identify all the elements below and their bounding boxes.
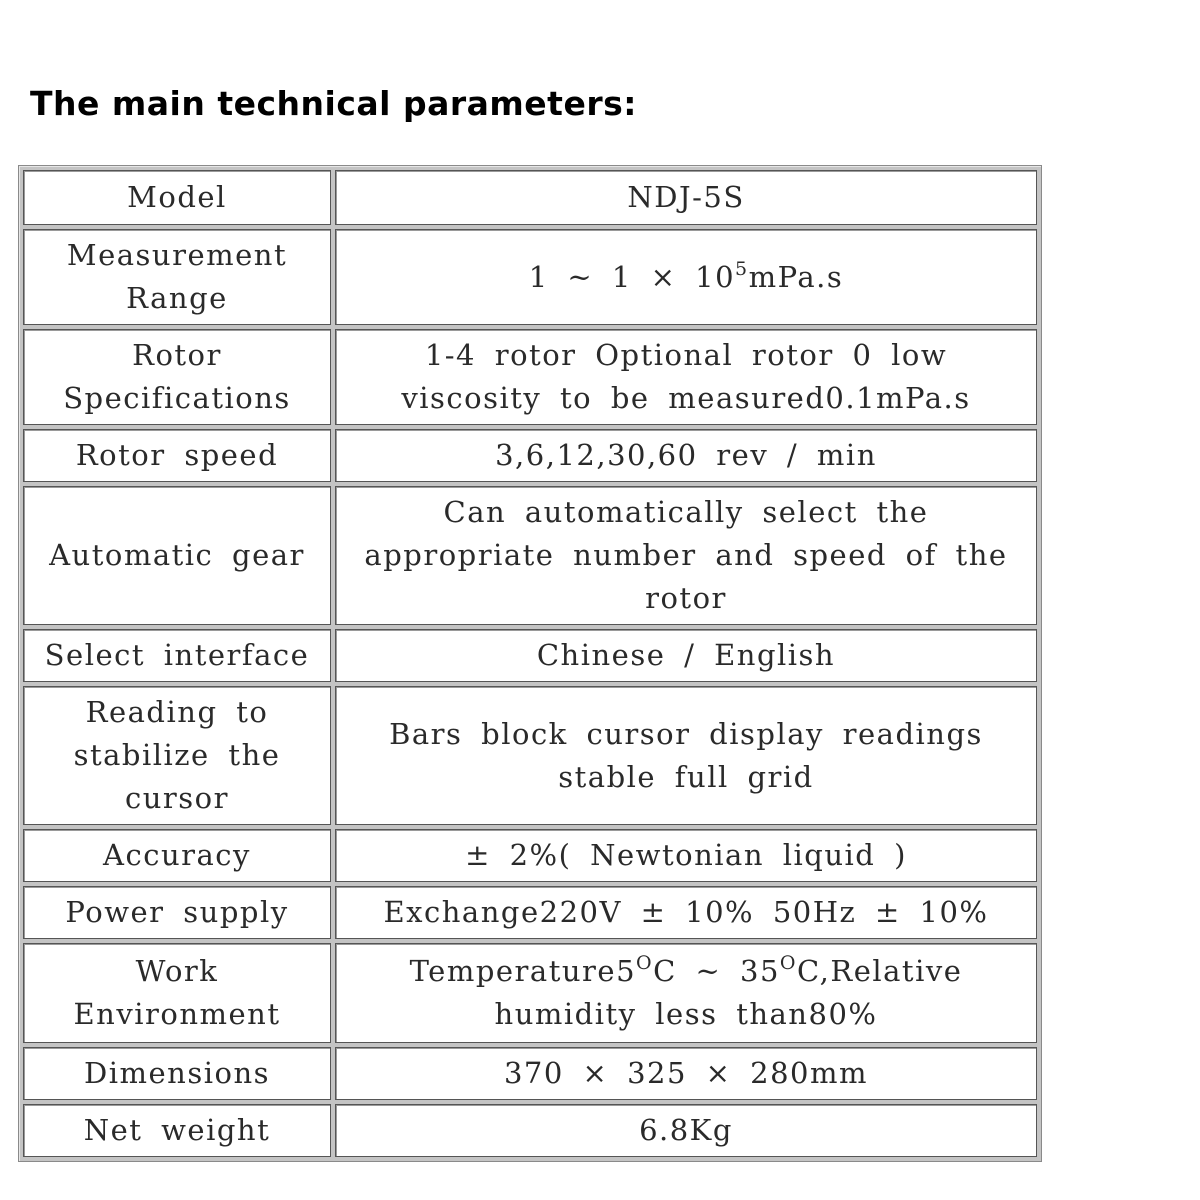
parameter-label: Power supply [23, 886, 331, 939]
parameter-label: Model [23, 170, 331, 225]
table-row [23, 329, 1037, 425]
parameter-label: Select interface [23, 629, 331, 682]
parameter-label: Rotor speed [23, 429, 331, 482]
parameter-label: Reading to stabilize the cursor [23, 686, 331, 825]
specifications-table [18, 165, 1042, 1162]
parameter-value [335, 229, 1037, 325]
table-row [23, 229, 1037, 325]
parameter-value: 1-4 rotor Optional rotor 0 low viscosity to be measured0.1mPa.s [335, 329, 1037, 425]
table-row [23, 429, 1037, 482]
page-title: The main technical parameters: [30, 84, 637, 123]
parameter-label: Accuracy [23, 829, 331, 882]
parameter-value: Bars block cursor display readings stable full grid [335, 686, 1037, 825]
parameter-value: Exchange220V ± 10% 50Hz ± 10% [335, 886, 1037, 939]
parameter-value: Can automatically select the appropriate number and speed of the rotor [335, 486, 1037, 625]
table-row [23, 686, 1037, 825]
parameter-label: Automatic gear [23, 486, 331, 625]
value-superscript: O [636, 952, 654, 974]
parameter-value: 3,6,12,30,60 rev / min [335, 429, 1037, 482]
parameter-label: Work Environment [23, 943, 331, 1043]
table-row [23, 170, 1037, 225]
parameter-value: 370 × 325 × 280mm [335, 1047, 1037, 1100]
parameter-label: Rotor Specifications [23, 329, 331, 425]
parameter-label: Measurement Range [23, 229, 331, 325]
table-row [23, 1047, 1037, 1100]
table-row [23, 829, 1037, 882]
table-row [23, 1104, 1037, 1157]
table-row [23, 943, 1037, 1043]
parameter-label: Dimensions [23, 1047, 331, 1100]
value-superscript: O [779, 952, 797, 974]
parameter-value: Chinese / English [335, 629, 1037, 682]
value-text: Temperature5 [409, 954, 637, 988]
table-row [23, 629, 1037, 682]
parameter-value: NDJ-5S [335, 170, 1037, 225]
parameter-value: 6.8Kg [335, 1104, 1037, 1157]
parameter-label: Net weight [23, 1104, 331, 1157]
value-text: C,Relative humidity less than80% [494, 954, 963, 1031]
table-row [23, 886, 1037, 939]
table-row [23, 486, 1037, 625]
parameter-value [335, 943, 1037, 1043]
value-text: 1 ~ 1 × 10 [528, 259, 736, 294]
value-text: mPa.s [748, 259, 844, 294]
value-text: C ~ 35 [653, 954, 780, 988]
value-superscript: 5 [735, 257, 749, 280]
parameter-value: ± 2%( Newtonian liquid ) [335, 829, 1037, 882]
